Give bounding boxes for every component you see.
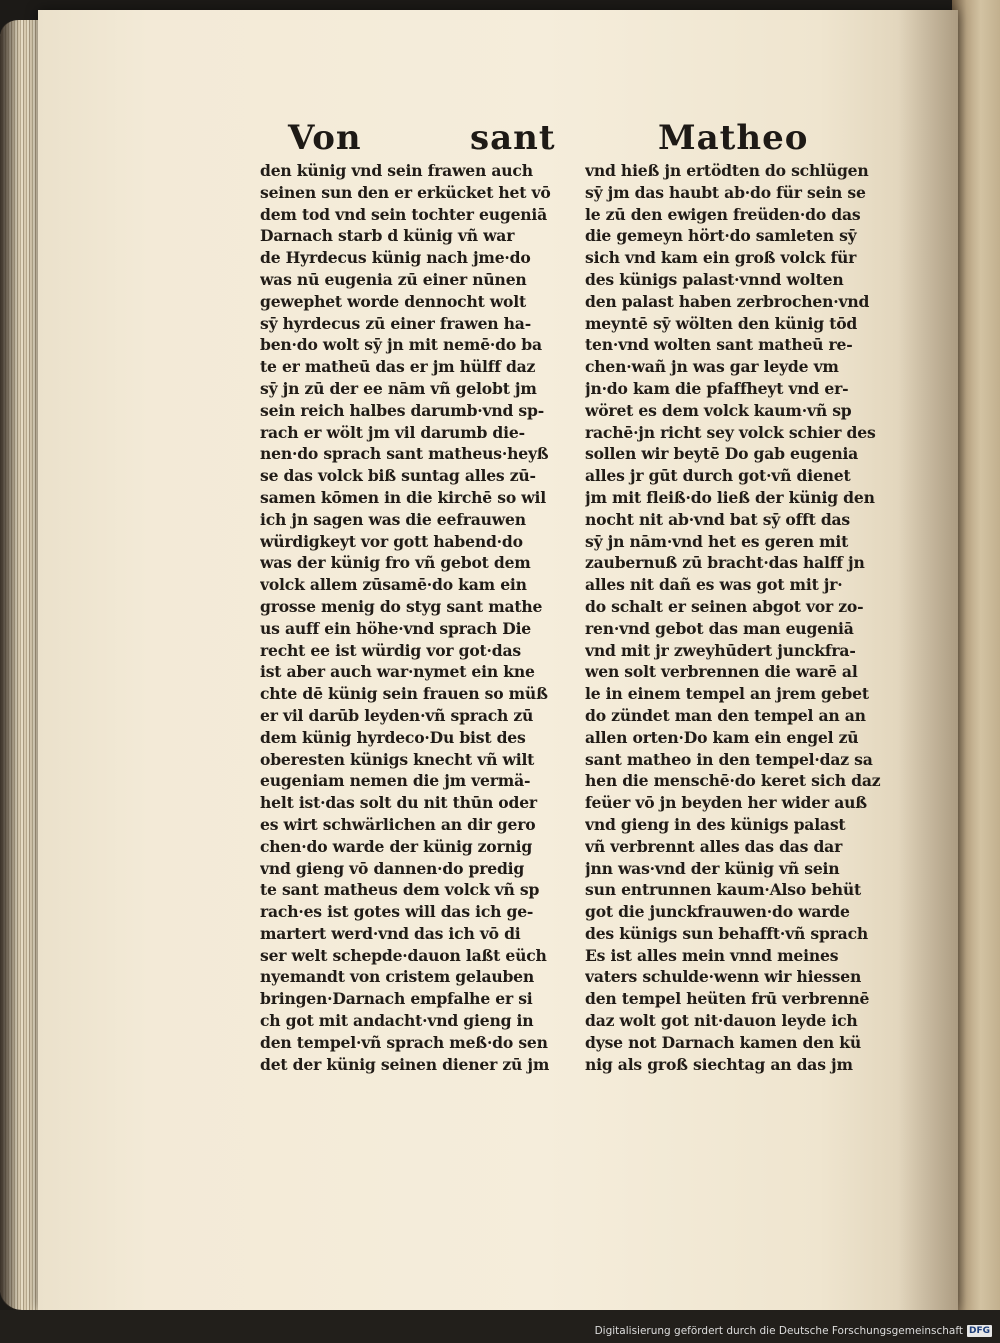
text-line: seinen sun den er erkücket het vō: [260, 182, 551, 202]
text-line: jnn was·vnd der künig vñ sein: [585, 858, 840, 878]
text-line: rach·es ist gotes will das ich ge-: [260, 902, 534, 922]
text-line: sein reich halbes darumb·vnd sp-: [260, 400, 544, 420]
text-line: den tempel·vñ sprach meß·do sen: [260, 1032, 548, 1052]
text-line: do zündet man den tempel an an: [585, 705, 866, 725]
text-line: ch got mit andacht·vnd gieng in: [260, 1011, 534, 1031]
text-line: sȳ jn nām·vnd het es geren mit: [585, 531, 849, 551]
text-line: allen orten·Do kam ein engel zū: [585, 727, 859, 747]
text-line: helt ist·das solt du nit thūn oder: [260, 793, 537, 813]
text-line: sȳ hyrdecus zū einer frawen ha-: [260, 313, 531, 333]
text-line: nig als groß siechtag an das jm: [585, 1054, 853, 1074]
text-line: alles jr gūt durch got·vñ dienet: [585, 466, 851, 486]
text-line: vñ verbrennt alles das das dar: [585, 836, 843, 856]
text-line: chte dē künig sein frauen so müß: [260, 684, 548, 704]
text-line: zaubernuß zū bracht·das halff jn: [585, 553, 865, 573]
digitization-credit: [595, 1322, 992, 1340]
text-line: det der künig seinen diener zū jm: [260, 1054, 550, 1074]
text-line: se das volck biß suntag alles zū-: [260, 466, 536, 486]
text-line: des künigs sun behafft·vñ sprach: [585, 923, 869, 943]
text-line: rach er wölt jm vil darumb die-: [260, 422, 525, 442]
text-line: ben·do wolt sȳ jn mit nemē·do ba: [260, 335, 542, 355]
header-word-center: sant: [470, 118, 556, 158]
text-line: dem tod vnd sein tochter eugeniā: [260, 204, 548, 224]
text-line: nen·do sprach sant matheus·heyß: [260, 444, 549, 464]
text-line: nyemandt von cristem gelauben: [260, 967, 535, 987]
text-line: le in einem tempel an jrem gebet: [585, 684, 869, 704]
text-line: vnd gieng in des künigs palast: [585, 814, 846, 834]
text-line: des künigs palast·vnnd wolten: [585, 269, 844, 289]
text-line: er vil darūb leyden·vñ sprach zū: [260, 705, 534, 725]
text-line: wöret es dem volck kaum·vñ sp: [585, 400, 852, 420]
text-line: ist aber auch war·nymet ein kne: [260, 662, 535, 682]
text-line: ten·vnd wolten sant matheū re-: [585, 335, 853, 355]
text-line: den tempel heüten frū verbrennē: [585, 989, 870, 1009]
header-word-left: Von: [288, 118, 362, 158]
text-line: Darnach starb d künig vñ war: [260, 226, 515, 246]
text-line: te sant matheus dem volck vñ sp: [260, 880, 540, 900]
text-line: wen solt verbrennen die warē al: [585, 662, 858, 682]
text-line: chen·do warde der künig zornig: [260, 836, 533, 856]
text-line: jm mit fleiß·do ließ der künig den: [585, 487, 875, 507]
text-line: meyntē sȳ wölten den künig tōd: [585, 313, 858, 333]
text-line: jn·do kam die pfaffheyt vnd er-: [585, 378, 849, 398]
running-header: [38, 118, 958, 166]
text-line: es wirt schwärlichen an dir gero: [260, 814, 536, 834]
text-line: le zū den ewigen freüden·do das: [585, 204, 861, 224]
text-line: was der künig fro vñ gebot dem: [260, 553, 531, 573]
book-edge-shadow: [0, 20, 20, 1310]
text-line: sant matheo in den tempel·daz sa: [585, 749, 873, 769]
text-line: ser welt schepde·dauon laßt eüch: [260, 945, 547, 965]
text-line: samen kōmen in die kirchē so wil: [260, 487, 546, 507]
facing-page-edge: [952, 0, 1000, 1343]
text-line: vaters schulde·wenn wir hiessen: [585, 967, 862, 987]
text-line: vnd gieng vō dannen·do predig: [260, 858, 525, 878]
text-line: te er matheū das er jm hülff daz: [260, 357, 536, 377]
text-line: die gemeyn hört·do samleten sȳ: [585, 226, 857, 246]
dfg-logo: DFG: [968, 1326, 990, 1336]
text-line: got die junckfrauwen·do warde: [585, 902, 850, 922]
text-line: Es ist alles mein vnnd meines: [585, 945, 839, 965]
text-line: sollen wir beytē Do gab eugenia: [585, 444, 859, 464]
text-line: sȳ jn zū der ee nām vñ gelobt jm: [260, 378, 537, 398]
text-line: vnd hieß jn ertödten do schlügen: [585, 161, 869, 180]
book-page: [38, 10, 958, 1310]
text-line: vnd mit jr zweyhūdert junckfra-: [585, 640, 856, 660]
text-line: rachē·jn richt sey volck schier des: [585, 422, 876, 442]
text-line: sun entrunnen kaum·Also behüt: [585, 880, 861, 900]
text-line: chen·wañ jn was gar leyde vm: [585, 357, 839, 377]
text-line: recht ee ist würdig vor got·das: [260, 640, 521, 660]
text-line: ich jn sagen was die eefrauwen: [260, 509, 526, 529]
credit-text: Digitalisierung gefördert durch die Deutsche Forschungsgemeinschaft: [594, 1325, 963, 1337]
text-line: eugeniam nemen die jm vermä-: [260, 771, 531, 791]
text-line: alles nit dañ es was got mit jr·: [585, 575, 843, 595]
text-line: sich vnd kam ein groß volck für: [585, 248, 857, 268]
text-line: hen die menschē·do keret sich daz: [585, 771, 881, 791]
text-line: martert werd·vnd das ich vō di: [260, 923, 521, 943]
text-line: de Hyrdecus künig nach jme·do: [260, 248, 531, 268]
text-line: do schalt er seinen abgot vor zo-: [585, 596, 864, 616]
text-line: feüer vō jn beyden her wider auß: [585, 793, 867, 813]
right-text-column: [585, 160, 890, 1075]
text-line: gewephet worde dennocht wolt: [260, 291, 526, 311]
text-line: ren·vnd gebot das man eugeniā: [585, 618, 854, 638]
text-line: daz wolt got nit·dauon leyde ich: [585, 1011, 858, 1031]
text-line: bringen·Darnach empfalhe er si: [260, 989, 533, 1009]
text-line: den künig vnd sein frawen auch: [260, 161, 533, 180]
text-line: dem künig hyrdeco·Du bist des: [260, 727, 526, 747]
text-line: us auff ein höhe·vnd sprach Die: [260, 618, 532, 638]
header-word-right: Matheo: [658, 118, 809, 158]
text-line: würdigkeyt vor gott habend·do: [260, 531, 523, 551]
text-line: den palast haben zerbrochen·vnd: [585, 291, 870, 311]
text-line: volck allem zūsamē·do kam ein: [260, 575, 527, 595]
page-gutter-shadow: [898, 10, 958, 1310]
text-line: grosse menig do styg sant mathe: [260, 596, 543, 616]
text-line: was nū eugenia zū einer nūnen: [260, 269, 527, 289]
text-line: nocht nit ab·vnd bat sȳ offt das: [585, 509, 851, 529]
text-line: oberesten künigs knecht vñ wilt: [260, 749, 535, 769]
left-text-column: [260, 160, 565, 1075]
text-line: dyse not Darnach kamen den kü: [585, 1032, 862, 1052]
text-line: sȳ jm das haubt ab·do für sein se: [585, 182, 866, 202]
